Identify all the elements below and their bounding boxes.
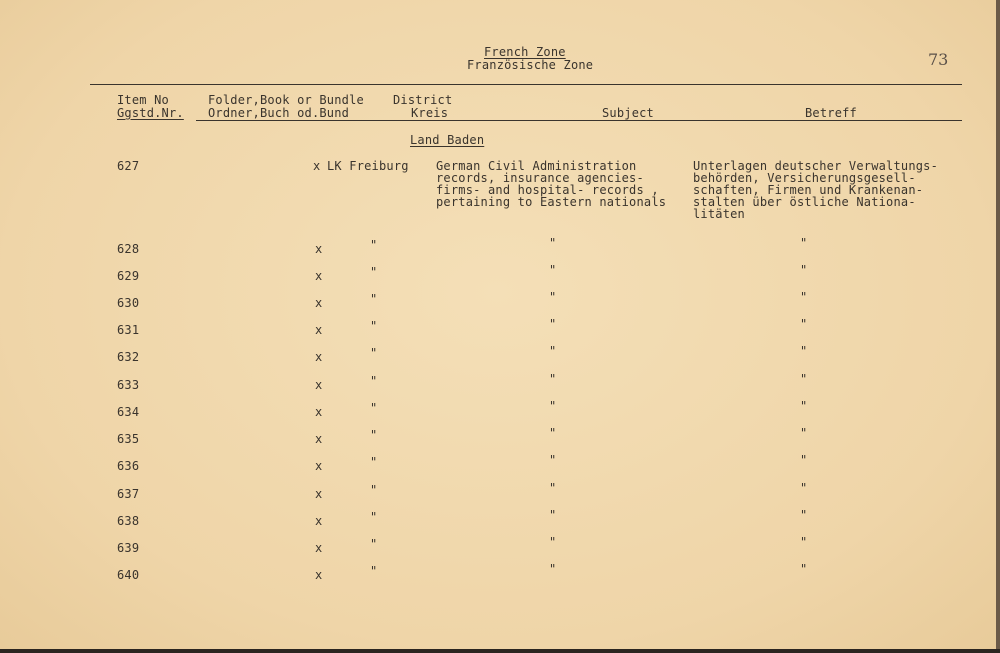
betreff-ditto: " — [800, 290, 808, 304]
subject-line: German Civil Administration — [436, 159, 637, 173]
subject-line: firms- and hospital- records , — [436, 183, 659, 197]
subject-ditto: " — [549, 535, 557, 549]
item-number: 639 — [117, 541, 140, 555]
item-number: 629 — [117, 269, 140, 283]
betreff-ditto: " — [800, 562, 808, 576]
folder-mark: x — [315, 269, 323, 283]
col-district-de: Kreis — [411, 106, 449, 120]
subject-ditto: " — [549, 317, 557, 331]
subject-ditto: " — [549, 290, 557, 304]
page-number: 73 — [928, 50, 949, 69]
folder-mark: x — [315, 541, 323, 555]
district-ditto: " — [370, 564, 378, 578]
district-ditto: " — [370, 346, 378, 360]
betreff-ditto: " — [800, 481, 808, 495]
col-folder-en: Folder,Book or Bundle — [208, 93, 364, 107]
folder-mark: x — [315, 350, 323, 364]
col-folder-de: Ordner,Buch od.Bund — [208, 106, 350, 120]
subject-ditto: " — [549, 372, 557, 386]
district-ditto: " — [370, 401, 378, 415]
folder-mark: x — [315, 514, 323, 528]
district-ditto: " — [370, 483, 378, 497]
betreff-ditto: " — [800, 426, 808, 440]
subject-ditto: " — [549, 453, 557, 467]
district-ditto: " — [370, 537, 378, 551]
subject-line: pertaining to Eastern nationals — [436, 195, 667, 209]
zone-title-de: Französische Zone — [467, 58, 594, 72]
folder-mark: x — [315, 405, 323, 419]
item-number: 633 — [117, 378, 140, 392]
folder-mark: x — [315, 568, 323, 582]
betreff-line: schaften, Firmen und Krankenan- — [693, 183, 924, 197]
subject-ditto: " — [549, 481, 557, 495]
item-number: 627 — [117, 159, 140, 173]
subject-line: records, insurance agencies- — [436, 171, 644, 185]
district-ditto: " — [370, 265, 378, 279]
item-number: 630 — [117, 296, 140, 310]
betreff-line: stalten über östliche Nationa- — [693, 195, 916, 209]
subject-ditto: " — [549, 263, 557, 277]
folder-mark: x — [315, 459, 323, 473]
folder-mark: x — [315, 378, 323, 392]
district-cell: LK Freiburg — [327, 159, 409, 173]
subject-ditto: " — [549, 508, 557, 522]
item-number: 628 — [117, 242, 140, 256]
betreff-line: litäten — [693, 207, 745, 221]
item-number: 631 — [117, 323, 140, 337]
betreff-line: behörden, Versicherungsgesell- — [693, 171, 916, 185]
item-number: 634 — [117, 405, 140, 419]
betreff-ditto: " — [800, 236, 808, 250]
subject-ditto: " — [549, 562, 557, 576]
district-ditto: " — [370, 238, 378, 252]
col-subject: Subject — [602, 106, 654, 120]
folder-mark: x — [315, 487, 323, 501]
subject-ditto: " — [549, 399, 557, 413]
header-bottom-rule — [196, 120, 962, 121]
subject-ditto: " — [549, 344, 557, 358]
item-number: 632 — [117, 350, 140, 364]
folder-mark: x — [313, 159, 321, 173]
folder-mark: x — [315, 323, 323, 337]
betreff-ditto: " — [800, 344, 808, 358]
district-ditto: " — [370, 374, 378, 388]
betreff-ditto: " — [800, 399, 808, 413]
header-top-rule — [90, 84, 962, 85]
betreff-ditto: " — [800, 508, 808, 522]
district-ditto: " — [370, 428, 378, 442]
betreff-ditto: " — [800, 372, 808, 386]
betreff-line: Unterlagen deutscher Verwaltungs- — [693, 159, 939, 173]
betreff-ditto: " — [800, 317, 808, 331]
item-number: 636 — [117, 459, 140, 473]
subject-ditto: " — [549, 426, 557, 440]
zone-title-en: French Zone — [484, 45, 566, 59]
district-ditto: " — [370, 455, 378, 469]
col-item-no-de: Ggstd.Nr. — [117, 106, 184, 120]
col-district-en: District — [393, 93, 453, 107]
betreff-ditto: " — [800, 453, 808, 467]
item-number: 638 — [117, 514, 140, 528]
betreff-ditto: " — [800, 535, 808, 549]
folder-mark: x — [315, 242, 323, 256]
district-ditto: " — [370, 292, 378, 306]
item-number: 635 — [117, 432, 140, 446]
section-title: Land Baden — [410, 133, 485, 147]
district-ditto: " — [370, 510, 378, 524]
subject-ditto: " — [549, 236, 557, 250]
item-number: 637 — [117, 487, 140, 501]
folder-mark: x — [315, 432, 323, 446]
item-number: 640 — [117, 568, 140, 582]
betreff-ditto: " — [800, 263, 808, 277]
col-item-no-en: Item No — [117, 93, 169, 107]
district-ditto: " — [370, 319, 378, 333]
col-betreff: Betreff — [805, 106, 857, 120]
folder-mark: x — [315, 296, 323, 310]
